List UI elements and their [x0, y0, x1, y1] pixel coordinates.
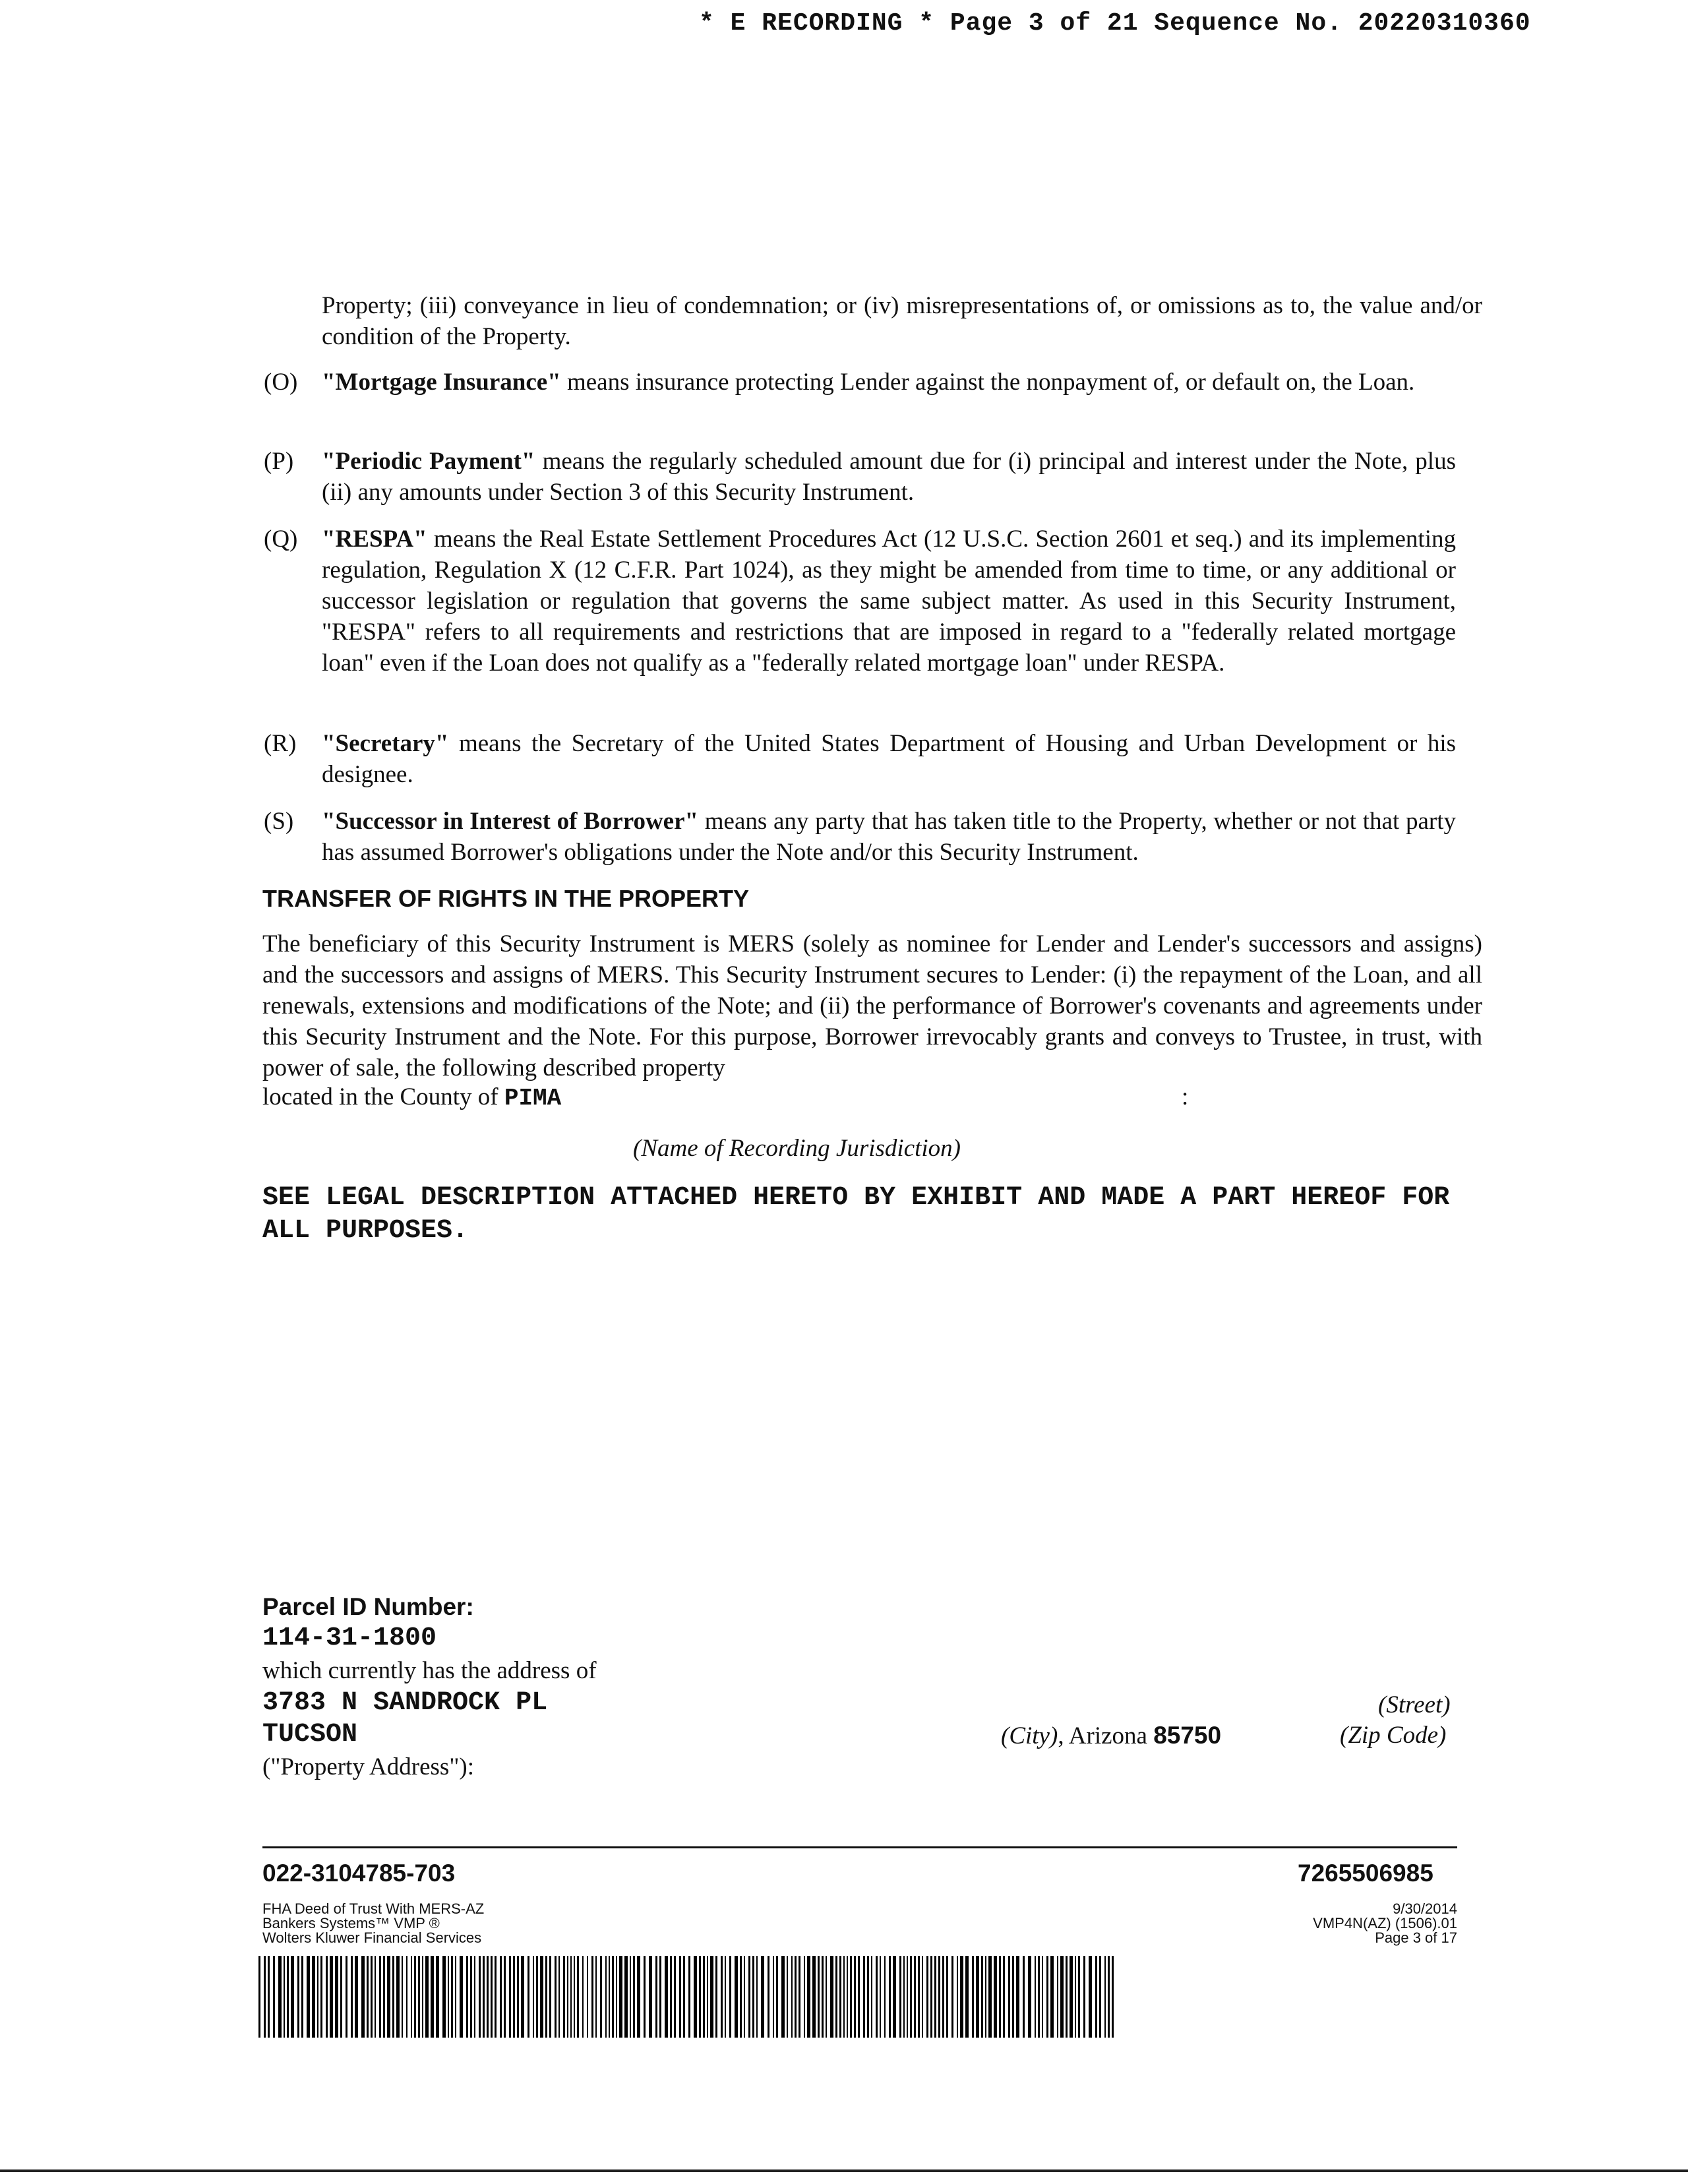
barcode-bar — [595, 1956, 597, 2038]
barcode-bar — [674, 1956, 676, 2038]
barcode-bar — [981, 1956, 983, 2038]
barcode-bar — [517, 1956, 519, 2038]
barcode-bar — [768, 1956, 769, 2038]
barcode-bar — [994, 1956, 997, 2038]
definition-label: (P) — [264, 448, 294, 475]
barcode-bar — [670, 1956, 672, 2038]
barcode-bar — [951, 1956, 953, 2038]
barcode-bar — [649, 1956, 652, 2038]
barcode-bar — [804, 1956, 805, 2038]
barcode-bar — [918, 1956, 920, 2038]
barcode-bar — [287, 1956, 289, 2038]
barcode-bar — [567, 1956, 568, 2038]
barcode-bar — [740, 1956, 742, 2038]
barcode-bar — [504, 1956, 506, 2038]
transfer-paragraph: The beneficiary of this Security Instrument is MERS (solely as nominee for Lender and Lender's successors and assigns) and the successors and assigns of MERS. This Security Instrument secures to Lender: (i) the repayment of the Loan, and all renewals, extensions and modifications of the Note; and (ii) the performance of Borrower's covenants and agreements under this Security Instrument and the Note. For this purpose, Borrower irrevocably grants and conveys to Trustee, in trust, with power of sale, the following described property — [262, 930, 1482, 1081]
barcode-bar — [414, 1956, 416, 2038]
barcode-bar — [591, 1956, 593, 2038]
barcode-bar — [1023, 1956, 1025, 2038]
barcode-bar — [1057, 1956, 1058, 2038]
recording-header: * E RECORDING * Page 3 of 21 Sequence No. 20220310360 — [699, 9, 1531, 38]
barcode-bar — [644, 1956, 646, 2038]
barcode-bar — [563, 1956, 565, 2038]
barcode-bar — [867, 1956, 869, 2038]
barcode-bar — [942, 1956, 944, 2038]
address-intro: which currently has the address of — [262, 1657, 597, 1684]
barcode-bar — [934, 1956, 936, 2038]
barcode-bar — [442, 1956, 446, 2038]
barcode-bar — [922, 1956, 923, 2038]
barcode-bar — [880, 1956, 881, 2038]
definition-term: "Successor in Interest of Borrower" — [322, 808, 699, 835]
barcode-bar — [355, 1956, 358, 2038]
barcode-bar — [264, 1956, 266, 2038]
barcode-bar — [721, 1956, 723, 2038]
loan-number: 022-3104785-703 — [262, 1860, 456, 1887]
barcode-bar — [818, 1956, 820, 2038]
barcode-bar — [854, 1956, 856, 2038]
definition-label: (Q) — [264, 526, 298, 553]
barcode-bar — [491, 1956, 493, 2038]
barcode-bar — [637, 1956, 640, 2038]
barcode-bar — [612, 1956, 614, 2038]
barcode-bar — [335, 1956, 338, 2038]
county-prefix: located in the County of — [262, 1083, 498, 1110]
definition-text: means the Secretary of the United States Department of Housing and Urban Development or his designee. — [322, 730, 1456, 788]
barcode-bar — [850, 1956, 852, 2038]
footer-right-line: VMP4N(AZ) (1506).01 — [1313, 1915, 1457, 1931]
barcode-bar — [972, 1956, 974, 2038]
city-value: TUCSON — [262, 1720, 358, 1749]
barcode-bar — [715, 1956, 717, 2038]
barcode-bar — [470, 1956, 472, 2038]
barcode-bar — [1003, 1956, 1005, 2038]
barcode-bar — [451, 1956, 453, 2038]
barcode-bar — [383, 1956, 385, 2038]
barcode-bar — [1108, 1956, 1110, 2038]
barcode-bar — [799, 1956, 800, 2038]
barcode-bar — [1083, 1956, 1085, 2038]
barcode-bar — [876, 1956, 878, 2038]
barcode-bar — [616, 1956, 617, 2038]
barcode-bar — [884, 1956, 886, 2038]
barcode-bar — [914, 1956, 916, 2038]
barcode-bar — [1099, 1956, 1101, 2038]
barcode-bar — [521, 1956, 524, 2038]
definition-body — [322, 728, 1456, 790]
barcode-bar — [371, 1956, 373, 2038]
barcode-bar — [957, 1956, 958, 2038]
barcode-bar — [871, 1956, 872, 2038]
definition-label: (S) — [264, 808, 294, 835]
definition-body — [322, 446, 1456, 508]
barcode-bar — [699, 1956, 701, 2038]
barcode-bar — [555, 1956, 557, 2038]
barcode-bar — [907, 1956, 908, 2038]
barcode-bar — [330, 1956, 333, 2038]
barcode-bar — [466, 1956, 468, 2038]
barcode-bar — [375, 1956, 376, 2038]
barcode-bar — [326, 1956, 328, 2038]
barcode-bar — [1038, 1956, 1040, 2038]
barcode-bar — [528, 1956, 529, 2038]
barcode-bar — [822, 1956, 824, 2038]
barcode-bar — [729, 1956, 731, 2038]
barcode-bar — [655, 1956, 657, 2038]
barcode-bar — [609, 1956, 610, 2038]
county-suffix: : — [1182, 1083, 1189, 1110]
barcode-bar — [340, 1956, 342, 2038]
barcode-bar — [926, 1956, 928, 2038]
barcode-bar — [781, 1956, 785, 2038]
barcode-bar — [587, 1956, 588, 2038]
barcode-bar — [297, 1956, 299, 2038]
barcode-bar — [411, 1956, 412, 2038]
property-address-label: ("Property Address"): — [262, 1753, 475, 1780]
county-line — [262, 1081, 561, 1114]
barcode-bar — [1112, 1956, 1114, 2038]
barcode-bar — [500, 1956, 502, 2038]
barcode-bar — [431, 1956, 434, 2038]
barcode-bar — [448, 1956, 449, 2038]
barcode-bar — [406, 1956, 407, 2038]
barcode-bar — [1008, 1956, 1010, 2038]
footer-left-line: Wolters Kluwer Financial Services — [262, 1929, 482, 1946]
barcode-bar — [284, 1956, 285, 2038]
parcel-number: 114-31-1800 — [262, 1623, 437, 1653]
barcode-bar — [858, 1956, 860, 2038]
definition-label: (O) — [264, 369, 298, 396]
legal-description-line1: SEE LEGAL DESCRIPTION ATTACHED HERETO BY EXHIBIT AND MADE A PART HEREOF FOR — [262, 1183, 1450, 1213]
barcode-bar — [960, 1956, 963, 2038]
barcode-bar — [1012, 1956, 1014, 2038]
parcel-label: Parcel ID Number: — [262, 1593, 474, 1620]
barcode-bar — [268, 1956, 270, 2038]
barcode-bar — [1095, 1956, 1097, 2038]
barcode-bar — [735, 1956, 738, 2038]
barcode-bar — [683, 1956, 685, 2038]
footer-left-line: FHA Deed of Trust With MERS-AZ — [262, 1900, 485, 1917]
state-value: , Arizona — [1058, 1722, 1147, 1749]
barcode-bar — [301, 1956, 303, 2038]
barcode-bar — [1070, 1956, 1073, 2038]
city-state-zip — [1001, 1720, 1221, 1751]
barcode-bar — [688, 1956, 690, 2038]
barcode-bar — [893, 1956, 896, 2038]
barcode-bar — [346, 1956, 347, 2038]
barcode-bar — [509, 1956, 511, 2038]
section-heading: TRANSFER OF RIGHTS IN THE PROPERTY — [262, 885, 750, 912]
definition-text: means the regularly scheduled amount due for (i) principal and interest under the Note, plus (ii) any amounts under Section 3 of this Security Instrument. — [322, 448, 1456, 506]
barcode-bar — [312, 1956, 315, 2038]
barcode — [258, 1956, 1124, 2038]
barcode-bar — [910, 1956, 912, 2038]
barcode-bar — [351, 1956, 353, 2038]
footer-right — [1259, 1902, 1457, 1945]
barcode-bar — [812, 1956, 816, 2038]
barcode-bar — [1042, 1956, 1043, 2038]
barcode-bar — [1104, 1956, 1106, 2038]
barcode-bar — [361, 1956, 365, 2038]
barcode-bar — [776, 1956, 778, 2038]
barcode-bar — [633, 1956, 635, 2038]
barcode-bar — [930, 1956, 932, 2038]
barcode-bar — [487, 1956, 489, 2038]
barcode-bar — [946, 1956, 948, 2038]
definition-term: "Mortgage Insurance" — [322, 369, 561, 396]
barcode-bar — [460, 1956, 463, 2038]
city-caption: (City) — [1001, 1722, 1058, 1749]
zip-value: 85750 — [1153, 1722, 1222, 1749]
barcode-bar — [495, 1956, 497, 2038]
footer-left — [262, 1902, 484, 1945]
barcode-bar — [558, 1956, 560, 2038]
barcode-bar — [278, 1956, 282, 2038]
barcode-bar — [291, 1956, 294, 2038]
barcode-bar — [1066, 1956, 1068, 2038]
barcode-bar — [425, 1956, 429, 2038]
definition-text: means the Real Estate Settlement Procedures Act (12 U.S.C. Section 2601 et seq.) and its implementing regulation, Regulation X (12 C.F.R. Part 1024), as they might be amended from time to time, or any additional or successor legislation or regulation that governs the same subject matter. As used in this Security Instrument, "RESPA" refers to all requirements and restrictions that are imposed in regard to a "federally related mortgage loan" even if the Loan does not qualify as a "federally related mortgage loan" under RESPA. — [322, 526, 1456, 677]
barcode-bar — [1035, 1956, 1036, 2038]
barcode-bar — [752, 1956, 754, 2038]
barcode-bar — [396, 1956, 400, 2038]
barcode-bar — [387, 1956, 390, 2038]
barcode-bar — [570, 1956, 572, 2038]
barcode-bar — [513, 1956, 515, 2038]
barcode-bar — [619, 1956, 622, 2038]
barcode-bar — [839, 1956, 841, 2038]
footer-left-line: Bankers Systems™ VMP ® — [262, 1915, 440, 1931]
definition-text: means insurance protecting Lender against the nonpayment of, or default on, the Loan. — [560, 369, 1415, 396]
definition-term: "RESPA" — [322, 526, 427, 553]
barcode-bar — [436, 1956, 439, 2038]
jurisdiction-caption: (Name of Recording Jurisdiction) — [633, 1135, 961, 1162]
definition-body — [322, 367, 1456, 398]
barcode-bar — [795, 1956, 797, 2038]
footer-right-line: 9/30/2014 — [1393, 1900, 1457, 1917]
barcode-bar — [761, 1956, 764, 2038]
barcode-bar — [791, 1956, 793, 2038]
barcode-bar — [694, 1956, 697, 2038]
barcode-bar — [474, 1956, 475, 2038]
barcode-bar — [1050, 1956, 1054, 2038]
street-caption: (Street) — [1378, 1691, 1451, 1718]
barcode-bar — [707, 1956, 708, 2038]
barcode-bar — [479, 1956, 481, 2038]
barcode-bar — [483, 1956, 485, 2038]
barcode-bar — [744, 1956, 745, 2038]
barcode-bar — [835, 1956, 837, 2038]
barcode-bar — [549, 1956, 551, 2038]
barcode-bar — [985, 1956, 986, 2038]
barcode-bar — [1089, 1956, 1092, 2038]
barcode-bar — [1028, 1956, 1031, 2038]
legal-description-line2: ALL PURPOSES. — [262, 1216, 469, 1246]
barcode-bar — [748, 1956, 750, 2038]
barcode-bar — [320, 1956, 322, 2038]
barcode-bar — [988, 1956, 992, 2038]
barcode-bar — [899, 1956, 901, 2038]
street-address: 3783 N SANDROCK PL — [262, 1688, 548, 1718]
barcode-bar — [938, 1956, 940, 2038]
barcode-bar — [536, 1956, 538, 2038]
barcode-bar — [273, 1956, 275, 2038]
barcode-bar — [725, 1956, 726, 2038]
barcode-bar — [317, 1956, 318, 2038]
barcode-bar — [630, 1956, 631, 2038]
footer-rule — [262, 1846, 1457, 1848]
intro-paragraph: Property; (iii) conveyance in lieu of condemnation; or (iv) misrepresentations of, or omissions as to, the value and/or condition of the Property. — [322, 292, 1482, 350]
definition-text: means any party that has taken title to the Property, whether or not that party has assumed Borrower's obligations under the Note and/or this Security Instrument. — [322, 808, 1456, 866]
form-number: 7265506985 — [1298, 1860, 1433, 1887]
barcode-bar — [307, 1956, 310, 2038]
barcode-bar — [847, 1956, 848, 2038]
barcode-bar — [843, 1956, 845, 2038]
barcode-bar — [624, 1956, 628, 2038]
barcode-bar — [703, 1956, 705, 2038]
barcode-bar — [600, 1956, 602, 2038]
barcode-bar — [379, 1956, 381, 2038]
barcode-bar — [540, 1956, 543, 2038]
barcode-bar — [976, 1956, 979, 2038]
barcode-bar — [965, 1956, 969, 2038]
definition-term: "Periodic Payment" — [322, 448, 535, 475]
page-edge-line — [0, 2169, 1688, 2172]
barcode-bar — [787, 1956, 788, 2038]
definition-body — [322, 806, 1456, 868]
barcode-bar — [889, 1956, 891, 2038]
barcode-bar — [659, 1956, 661, 2038]
barcode-bar — [582, 1956, 584, 2038]
barcode-bar — [903, 1956, 905, 2038]
barcode-bar — [402, 1956, 403, 2038]
barcode-bar — [807, 1956, 810, 2038]
barcode-bar — [1075, 1956, 1076, 2038]
barcode-bar — [258, 1956, 260, 2038]
barcode-bar — [392, 1956, 394, 2038]
barcode-bar — [418, 1956, 420, 2038]
barcode-bar — [773, 1956, 774, 2038]
county-value: PIMA — [504, 1085, 562, 1112]
barcode-bar — [545, 1956, 547, 2038]
barcode-bar — [999, 1956, 1001, 2038]
barcode-bar — [577, 1956, 579, 2038]
barcode-bar — [756, 1956, 758, 2038]
barcode-bar — [710, 1956, 713, 2038]
barcode-bar — [679, 1956, 681, 2038]
footer-right-line: Page 3 of 17 — [1375, 1929, 1457, 1946]
barcode-bar — [1046, 1956, 1048, 2038]
zip-caption: (Zip Code) — [1340, 1722, 1447, 1749]
barcode-bar — [422, 1956, 423, 2038]
barcode-bar — [574, 1956, 575, 2038]
barcode-bar — [1016, 1956, 1019, 2038]
barcode-bar — [830, 1956, 833, 2038]
barcode-bar — [605, 1956, 607, 2038]
definition-term: "Secretary" — [322, 730, 449, 757]
barcode-bar — [1078, 1956, 1080, 2038]
barcode-bar — [1060, 1956, 1064, 2038]
barcode-bar — [665, 1956, 668, 2038]
barcode-bar — [863, 1956, 865, 2038]
barcode-bar — [367, 1956, 369, 2038]
barcode-bar — [826, 1956, 827, 2038]
definition-label: (R) — [264, 730, 297, 757]
barcode-bar — [533, 1956, 534, 2038]
barcode-bar — [455, 1956, 456, 2038]
definition-body — [322, 524, 1456, 679]
